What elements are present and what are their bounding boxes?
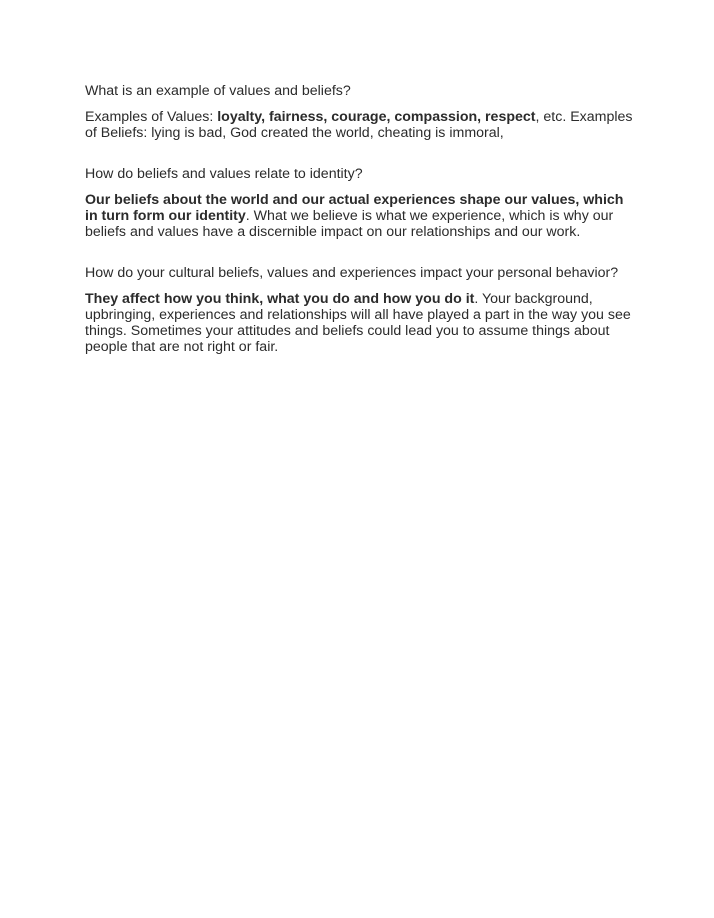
- answer-text: . Your background, upbringing, experiences and relationships will all have played a part in the way you see things. Sometimes your attitudes and beliefs could lead you to assume things about people that are not right or fair.: [85, 291, 631, 355]
- question-heading: How do your cultural beliefs, values and experiences impact your personal behavior?: [85, 265, 619, 281]
- qa-section-behavior: [85, 265, 633, 355]
- qa-section-values-beliefs-example: [85, 83, 633, 141]
- answer-text: Examples of Values:: [85, 109, 218, 125]
- qa-section-identity: [85, 166, 633, 240]
- answer-bold-text: They affect how you think, what you do and how you do it: [85, 291, 475, 307]
- answer-text: . What we believe is what we experience, which is why our beliefs and values have a discernible impact on our relationships and our work.: [85, 208, 614, 240]
- answer-paragraph: [85, 291, 633, 355]
- answer-text: , etc. Examples of Beliefs: lying is bad, God created the world, cheating is immoral,: [85, 109, 633, 141]
- question-heading: How do beliefs and values relate to identity?: [85, 166, 363, 182]
- answer-paragraph: [85, 192, 633, 240]
- answer-bold-text: Our beliefs about the world and our actual experiences shape our values, which in turn form our identity: [85, 192, 624, 224]
- document-page: [85, 83, 633, 355]
- question-heading: What is an example of values and beliefs?: [85, 83, 351, 99]
- answer-paragraph: [85, 109, 633, 141]
- answer-bold-text: loyalty, fairness, courage, compassion, respect: [217, 109, 536, 125]
